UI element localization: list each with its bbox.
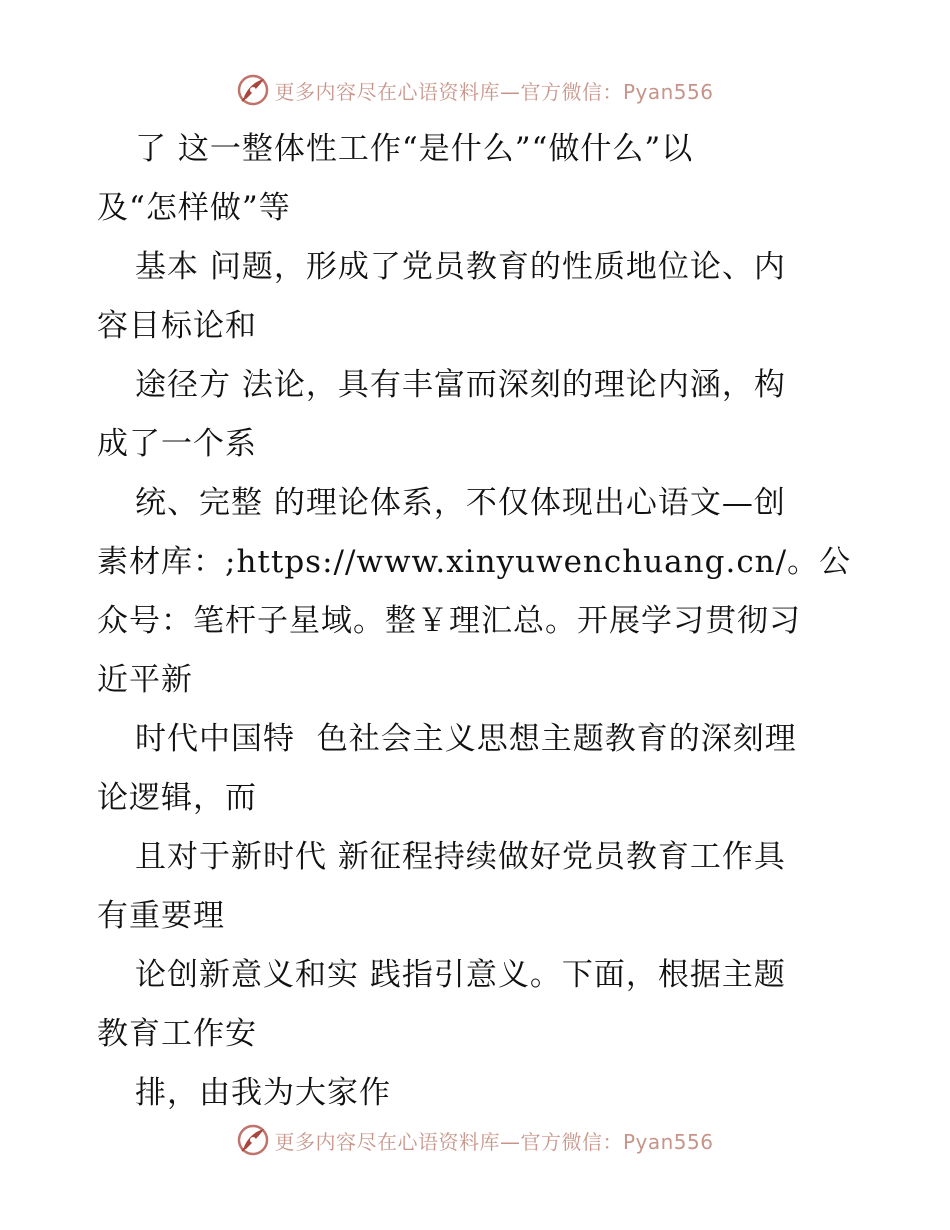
text-line: 成了一个系 <box>97 426 257 462</box>
text-line: 时代中国特 色社会主义思想主题教育的深刻理 <box>135 721 797 757</box>
banner-text: 更多内容尽在心语资料库—官方微信：Pyan556 <box>274 79 714 104</box>
header-banner <box>0 70 950 110</box>
text-line: 论逻辑，而 <box>97 780 257 816</box>
text-line: 论创新意义和实 践指引意义。下面，根据主题 <box>135 957 786 993</box>
text-line: 众号：笔杆子星域。整￥理汇总。开展学习贯彻习 <box>97 603 801 639</box>
text-line: 及“怎样做”等 <box>97 190 291 226</box>
text-line: 教育工作安 <box>97 1016 257 1052</box>
text-line: 基本 问题，形成了党员教育的性质地位论、内 <box>135 249 786 285</box>
footer-banner <box>0 1120 950 1160</box>
text-line: 容目标论和 <box>97 308 257 344</box>
text-line: 有重要理 <box>97 898 225 934</box>
pen-leaf-logo-icon <box>236 1123 270 1157</box>
text-line: 近平新 <box>97 662 193 698</box>
text-line: 排，由我为大家作 <box>135 1075 391 1111</box>
text-line: 途径方 法论，具有丰富而深刻的理论内涵，构 <box>135 367 786 403</box>
text-line: 素材库：;https://www.xinyuwenchuang.cn/。公 <box>97 544 852 580</box>
pen-leaf-logo-icon <box>236 73 270 107</box>
text-line: 了 这一整体性工作“是什么”“做什么”以 <box>135 131 694 167</box>
text-line: 且对于新时代 新征程持续做好党员教育工作具 <box>135 839 786 875</box>
banner-text: 更多内容尽在心语资料库—官方微信：Pyan556 <box>274 1129 714 1154</box>
document-body <box>97 120 877 1123</box>
text-line: 统、完整 的理论体系，不仅体现出心语文—创 <box>135 485 786 521</box>
